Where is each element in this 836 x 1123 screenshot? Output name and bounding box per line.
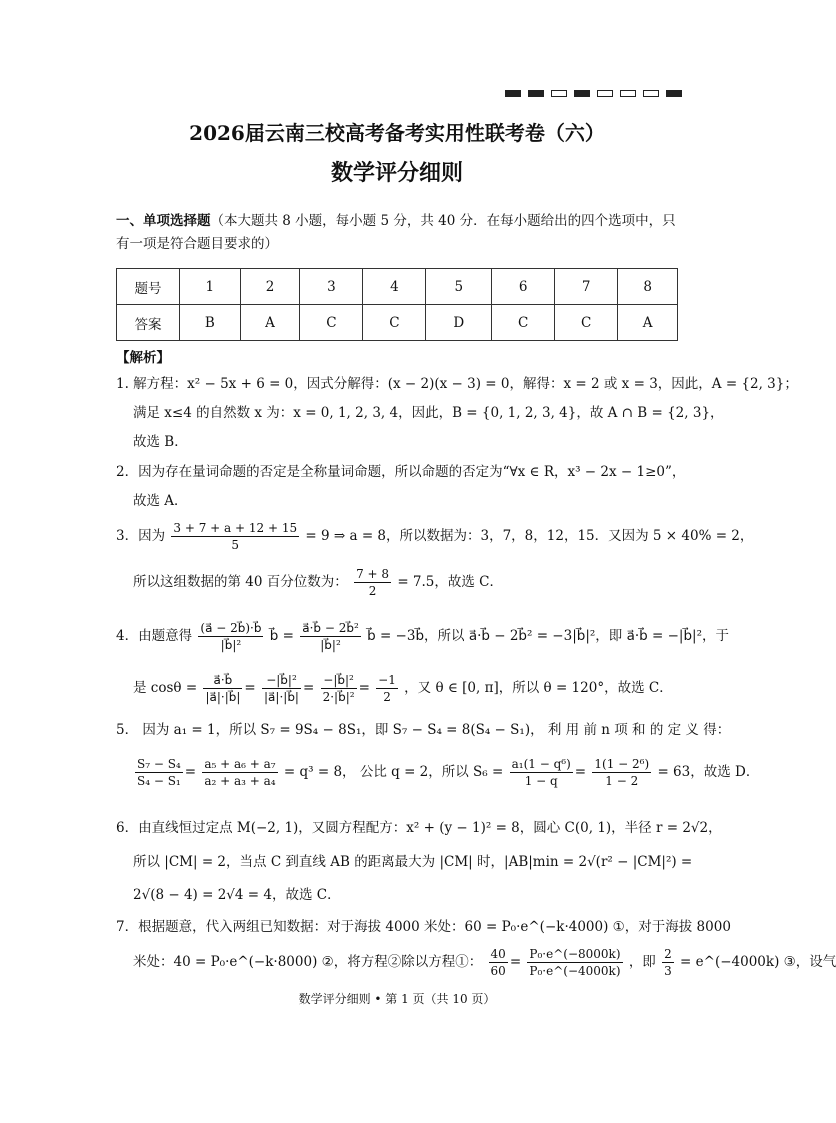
q5-fraction [510,756,573,789]
question-number: 4 [363,269,426,305]
filled-square-mark [505,90,521,97]
filled-square-mark [528,90,544,97]
q5-text: = q³ = 8， 公比 q = 2，所以 S₆ = [283,764,504,780]
numerator: a₅ + a₆ + a₇ [204,757,276,771]
answer-table [116,268,678,341]
denominator: a₂ + a₃ + a₄ [204,774,276,788]
numerator: a⃗·b⃗ [203,672,242,689]
q6-line2: 所以 |CM| = 2，当点 C 到直线 AB 的距离最大为 |CM| 时，|AB|min = 2√(r² − |CM|²) = [133,854,693,870]
numerator: −|b⃗|² [262,672,301,689]
q4-line1 [116,620,729,653]
q5-fraction [135,756,183,789]
q3-line1 [116,520,754,553]
answer-cell: C [555,305,618,341]
q3-text: 所以这组数据的第 40 百分位数为： [133,574,348,590]
q2-line1: 2．因为存在量词命题的否定是全称量词命题，所以命题的否定为“∀x ∈ R，x³ − 2x − 1≥0”， [116,464,686,480]
denominator: 3 [664,964,672,978]
q5-fraction [202,756,277,789]
denominator: 5 [231,538,240,552]
q7-text: ，即 [628,954,656,970]
q1-line1: 1. 解方程：x² − 5x + 6 = 0，因式分解得：(x − 2)(x − 3) = 0，解得：x = 2 或 x = 3，因此，A = {2, 3}； [116,376,798,392]
exam-subtitle: 数学评分细则 [330,160,463,186]
answer-cell: B [180,305,241,341]
q4-fraction [203,672,242,705]
empty-square-mark [643,90,659,97]
denominator: |a⃗|·|b⃗| [205,690,241,704]
q5-line2: $\frac{\text{S₇ − S₄}}{\text{S₄ − S₁}}$ = $\frac{\text{a₅ + a₆ + a₇}}{\text{a₂ + a₃ + a₄}}$ = q³ = 8， 公比 q = 2，所以 S₆ = $\frac{\text{a₁(1 − q⁶)}}{1 - q}$ = $\frac{\text{1(1 − 2⁶)}}{1 - 2}$ = 63，故选 D． [137,757,760,788]
denominator: |b⃗|² [220,638,242,652]
empty-square-mark [597,90,613,97]
answer-cell: A [618,305,678,341]
denominator: 60 [490,964,506,978]
q4-text: 4．由题意得 [116,628,193,644]
row-label-answer: 答案 [117,305,180,341]
q6-line1: 6．由直线恒过定点 M(−2, 1)，又圆方程配方：x² + (y − 1)² = 8，圆心 C(0, 1)，半径 r = 2√2， [116,820,722,836]
row-label-number: 题号 [117,269,180,305]
q4-text: ，又 θ ∈ [0, π]，所以 θ = 120°，故选 C． [404,680,673,696]
q7-fraction [489,946,508,979]
q4-text: b⃗ = −3b⃗，所以 a⃗·b⃗ − 2b⃗² = −3|b⃗|²，即 a⃗·b⃗ = −|b⃗|²，于 [367,628,729,644]
q1-line3: 故选 B． [133,434,188,450]
answer-table-answer-row [117,305,678,341]
question-number: 2 [240,269,300,305]
denominator: 2·|b⃗|² [322,690,355,704]
q6-line3: 2√(8 − 4) = 2√4 = 4，故选 C． [133,887,341,903]
question-number: 5 [426,269,492,305]
denominator: |a⃗|·|b⃗| [264,690,299,704]
empty-square-mark [551,90,567,97]
denominator: 1 − q [524,774,558,788]
q5-fraction [592,756,651,789]
page-footer: 数学评分细则 • 第 1 页（共 10 页） [298,992,496,1006]
analysis-label: 【解析】 [116,350,170,366]
denominator: 1 − 2 [605,774,639,788]
numerator: −1 [378,673,396,687]
q4-fraction [321,672,357,705]
section1-heading: 一、单项选择题 [116,213,211,229]
q3-fraction [354,566,391,599]
empty-square-mark [620,90,636,97]
filled-square-mark [574,90,590,97]
answer-cell: C [300,305,363,341]
q4-line2: 是 cosθ = $\frac{a⃗\cdot b⃗}{|a⃗|\cdot|b⃗|}$ = $\frac{\text{−|b⃗|²}}{|a⃗|\cdot|b⃗|}$ = $\frac{\text{−|b⃗|²}}{\text{2·|b⃗|²}}$ = $\frac{-1}{2}$ ，又 θ ∈ [0, π]，所以 θ = 120°，故选 C． [133,673,673,704]
numerator: a₁(1 − q⁶) [511,757,571,771]
q7-fraction [662,946,674,979]
header-marks [505,90,682,97]
q3-text: = 9 ⇒ a = 8，所以数据为：3，7，8，12，15．又因为 5 × 40% = 2， [305,528,754,544]
numerator: 40 [490,947,506,961]
q4-fraction [300,620,361,653]
denominator: |b⃗|² [320,638,341,652]
answer-cell: D [426,305,492,341]
q5-text: = 63，故选 D． [657,764,760,780]
denominator: 2 [383,690,391,704]
numerator: (a⃗ − 2b⃗)·b⃗ [200,621,262,635]
denominator: P₀·e^(−4000k) [529,964,621,978]
q7-text: 米处：40 = P₀·e^(−k·8000) ②，将方程②除以方程①： [133,954,483,970]
q7-text: = e^(−4000k) ③，设气 [680,954,836,970]
answer-table-number-row [117,269,678,305]
question-number: 6 [492,269,555,305]
q7-fraction [527,946,622,979]
numerator: S₇ − S₄ [137,757,181,771]
answer-cell: C [363,305,426,341]
numerator: 1(1 − 2⁶) [594,757,650,771]
question-number: 1 [180,269,241,305]
q5-line1: 5． 因为 a₁ = 1，所以 S₇ = 9S₄ − 8S₁，即 S₇ − S₄ = 8(S₄ − S₁)， 利 用 前 n 项 和 的 定 义 得： [116,722,731,738]
denominator: 2 [368,584,377,598]
q4-fraction [376,672,398,705]
answer-cell: A [240,305,300,341]
numerator: −|b⃗|² [321,672,357,689]
numerator: 3 + 7 + a + 12 + 15 [173,521,298,535]
answer-cell: C [492,305,555,341]
q3-text: = 7.5，故选 C． [397,574,504,590]
question-number: 7 [555,269,618,305]
filled-square-mark [666,90,682,97]
q7-line1: 7．根据题意，代入两组已知数据：对于海拔 4000 米处：60 = P₀·e^(−k·4000) ①，对于海拔 8000 [116,919,731,935]
q4-fraction [198,620,263,653]
q4-text: b⃗ = [269,628,294,644]
numerator: 2 [664,947,672,961]
exam-title: 2026届云南三校高考备考实用性联考卷（六） [189,121,605,145]
q7-line2: 米处：40 = P₀·e^(−k·8000) ②，将方程②除以方程①： $\frac{40}{60}$ = $\frac{\text{P₀·e\textasciicircum{}(−8000k)}}{\text{P₀·e\textasciicircum{}(−4000k)}}$ ，即 $\frac{2}{3}$ = e^(−4000k) ③，设气 [133,947,836,978]
q4-fraction [262,672,301,705]
numerator: 7 + 8 [356,567,390,581]
denominator: S₄ − S₁ [137,774,181,788]
q3-fraction [171,520,299,553]
question-number: 8 [618,269,678,305]
section1-desc: （本大题共 8 小题，每小题 5 分，共 40 分．在每小题给出的四个选项中，只有一项是符合题目要求的） [116,213,676,252]
section1-instructions [116,210,682,256]
q3-line2 [133,566,699,599]
numerator: a⃗·b⃗ − 2b⃗² [302,621,359,635]
question-number: 3 [300,269,363,305]
q3-text: 3．因为 [116,528,166,544]
q1-line2: 满足 x≤4 的自然数 x 为：x = 0, 1, 2, 3, 4，因此，B = {0, 1, 2, 3, 4}，故 A ∩ B = {2, 3}， [133,405,724,421]
numerator: P₀·e^(−8000k) [529,947,621,961]
q2-line2: 故选 A． [133,493,188,509]
q4-text: 是 cosθ = [133,680,198,696]
